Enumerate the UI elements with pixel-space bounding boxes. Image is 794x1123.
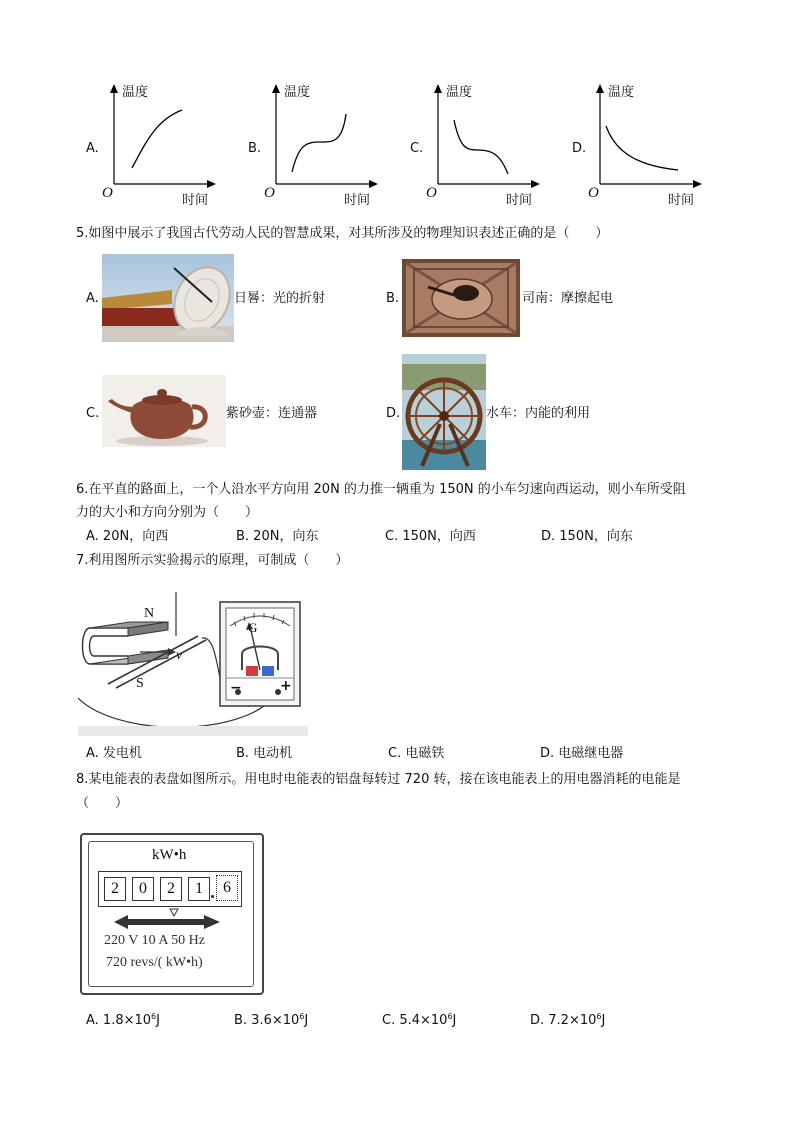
- graph-b: [246, 80, 406, 220]
- meter-digit: 2: [104, 877, 126, 901]
- meter-spec-voltage: 220 V 10 A 50 Hz: [104, 933, 205, 948]
- teapot-image: [102, 375, 226, 447]
- meter-unit-label: kW•h: [152, 847, 187, 863]
- q5-option-a-letter[interactable]: A.: [86, 291, 99, 306]
- origin-label: O: [102, 185, 113, 201]
- y-axis-label: 温度: [284, 85, 311, 100]
- meter-digit: 0: [132, 877, 154, 901]
- negative-terminal-label: −: [230, 680, 242, 696]
- graph-axes-curve: [570, 80, 730, 220]
- graph-axes-curve: [408, 80, 568, 220]
- meter-spec-revs: 720 revs/( kW•h): [106, 955, 203, 970]
- q6-option-b[interactable]: B. 20N，向东: [236, 529, 319, 544]
- graph-c: [408, 80, 568, 220]
- origin-label: O: [426, 185, 437, 201]
- q6-stem-line2: 力的大小和方向分别为（ ）: [76, 505, 259, 520]
- waterwheel-image: [402, 354, 486, 470]
- graph-axes-curve: [84, 80, 244, 220]
- q5-option-b-letter[interactable]: B.: [386, 291, 400, 306]
- velocity-label: v: [176, 648, 183, 663]
- magnet-south-label: S: [136, 676, 144, 691]
- q5-option-a-text: 日晷：光的折射: [234, 291, 326, 306]
- q6-option-a[interactable]: A. 20N，向西: [86, 529, 169, 544]
- origin-label: O: [264, 185, 275, 201]
- meter-digit-decimal: 6: [216, 875, 238, 901]
- q5-stem: 5.如图中展示了我国古代劳动人民的智慧成果，对其所涉及的物理知识表述正确的是（ ）: [76, 226, 609, 241]
- q5-option-d-text: 水车：内能的利用: [486, 406, 591, 421]
- induction-experiment-figure: [78, 588, 308, 736]
- q7-option-c[interactable]: C. 电磁铁: [388, 746, 445, 761]
- x-axis-label: 时间: [668, 193, 695, 208]
- q7-stem: 7.利用图所示实验揭示的原理，可制成（ ）: [76, 553, 349, 568]
- q8-option-d[interactable]: D. $7.2\times 10^6J$: [530, 1012, 606, 1028]
- option-label: A.: [86, 141, 99, 156]
- y-axis-label: 温度: [122, 85, 149, 100]
- q8-stem-line2: （ ）: [76, 796, 129, 811]
- q5-option-c-letter[interactable]: C.: [86, 406, 100, 421]
- graph-axes-curve: [246, 80, 406, 220]
- q8-option-b[interactable]: B. $3.6\times 10^6J$: [234, 1012, 309, 1028]
- decimal-point: [211, 895, 214, 898]
- origin-label: O: [588, 185, 599, 201]
- x-axis-label: 时间: [344, 193, 371, 208]
- magnet-north-label: N: [144, 606, 155, 621]
- q6-option-d[interactable]: D. 150N，向东: [541, 529, 633, 544]
- compass-sinan-image: [402, 259, 520, 337]
- q5-option-b-text: 司南：摩擦起电: [522, 291, 614, 306]
- graph-d: [570, 80, 730, 220]
- q7-option-b[interactable]: B. 电动机: [236, 746, 293, 761]
- rotation-arrow-icon: [112, 907, 222, 931]
- q5-option-d-letter[interactable]: D.: [386, 406, 401, 421]
- option-label: B.: [248, 141, 262, 156]
- option-label: C.: [410, 141, 424, 156]
- graph-a: [84, 80, 244, 220]
- positive-terminal-label: +: [280, 678, 292, 694]
- option-label: D.: [572, 141, 587, 156]
- energy-meter-panel: [80, 833, 264, 995]
- sundial-image: [102, 254, 234, 342]
- q5-option-c-text: 紫砂壶：连通器: [226, 406, 318, 421]
- x-axis-label: 时间: [182, 193, 209, 208]
- q7-option-a[interactable]: A. 发电机: [86, 746, 142, 761]
- y-axis-label: 温度: [446, 85, 473, 100]
- x-axis-label: 时间: [506, 193, 533, 208]
- meter-digit: 1: [188, 877, 210, 901]
- meter-digit: 2: [160, 877, 182, 901]
- q6-stem-line1: 6.在平直的路面上，一个人沿水平方向用 20N 的力推一辆重为 150N 的小车匀速向西运动，则小车所受阻: [76, 482, 686, 497]
- q8-option-a[interactable]: A. $1.8\times 10^6J$: [86, 1012, 160, 1028]
- q7-option-d[interactable]: D. 电磁继电器: [540, 746, 624, 761]
- galvanometer-label: G: [248, 620, 258, 635]
- q6-option-c[interactable]: C. 150N，向西: [385, 529, 476, 544]
- q8-option-c[interactable]: C. $5.4\times 10^6J$: [382, 1012, 457, 1028]
- q8-stem-line1: 8.某电能表的表盘如图所示。用电时电能表的铝盘每转过 720 转，接在该电能表上的用电器消耗的电能是: [76, 772, 681, 787]
- y-axis-label: 温度: [608, 85, 635, 100]
